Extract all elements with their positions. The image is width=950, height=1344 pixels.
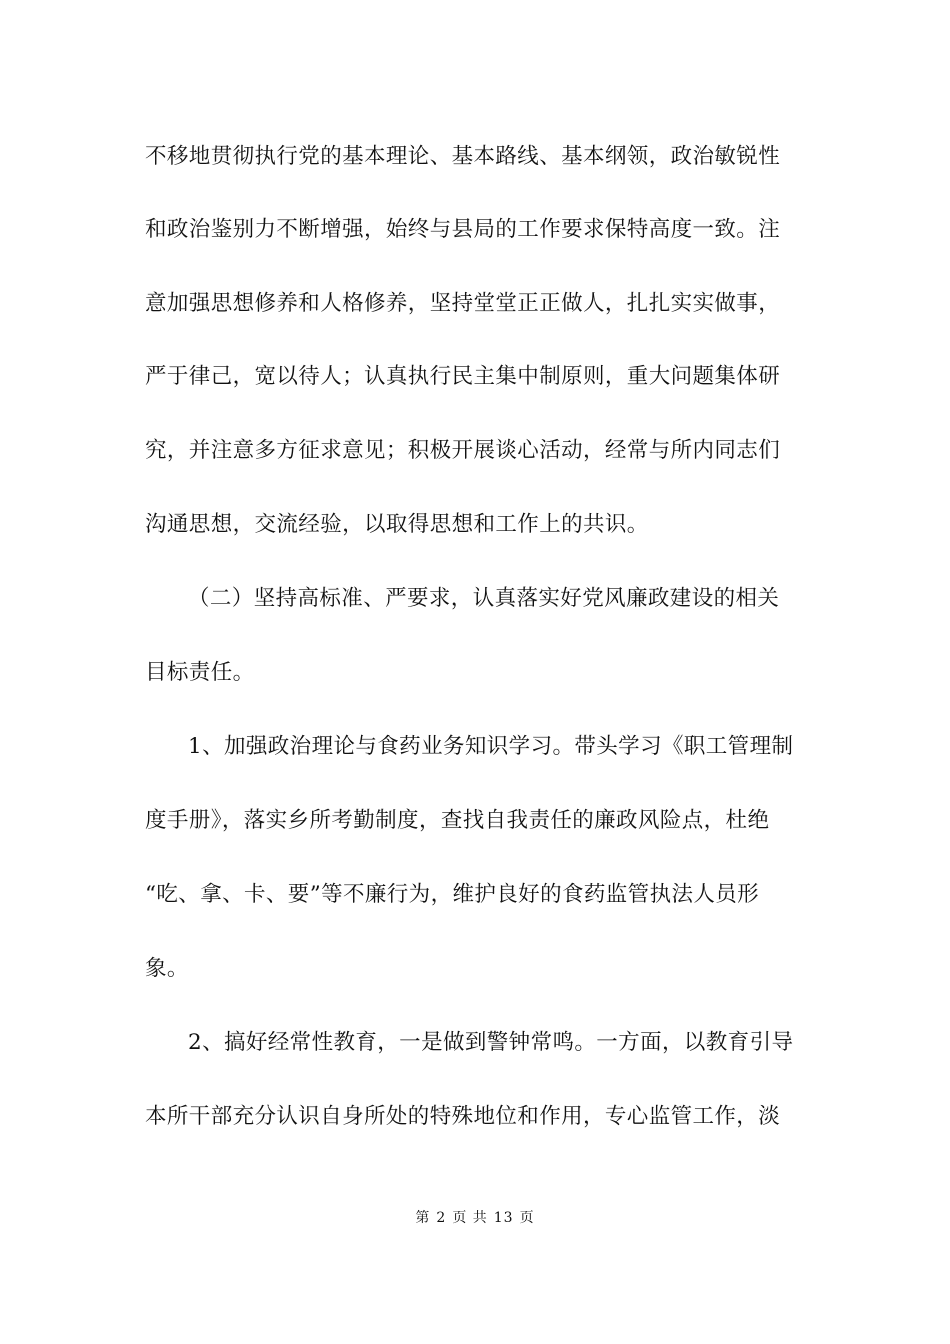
body-line: 沟通思想，交流经验，以取得思想和工作上的共识。: [145, 512, 649, 537]
body-line: 2、搞好经常性教育，一是做到警钟常鸣。一方面，以教育引导: [188, 1030, 794, 1055]
body-line: 意加强思想修养和人格修养，坚持堂堂正正做人，扎扎实实做事，: [145, 291, 781, 316]
body-line: 究，并注意多方征求意见；积极开展谈心活动，经常与所内同志们: [145, 438, 781, 463]
body-line: “吃、拿、卡、要”等不廉行为，维护良好的食药监管执法人员形: [145, 882, 760, 907]
body-line: 本所干部充分认识自身所处的特殊地位和作用，专心监管工作，淡: [145, 1104, 781, 1129]
body-line: 度手册》，落实乡所考勤制度，查找自我责任的廉政风险点，杜绝: [145, 808, 770, 833]
page-number-footer: [0, 1208, 950, 1228]
body-line: 象。: [145, 956, 189, 981]
section-heading-line: （二）坚持高标准、严要求，认真落实好党风廉政建设的相关: [188, 586, 780, 611]
footer-suffix: 页: [519, 1210, 535, 1226]
body-line: 严于律己，宽以待人；认真执行民主集中制原则，重大问题集体研: [145, 364, 781, 389]
body-line: 和政治鉴别力不断增强，始终与县局的工作要求保特高度一致。注: [145, 217, 781, 242]
total-page-number: 13: [493, 1210, 514, 1226]
body-line: 1、加强政治理论与食药业务知识学习。带头学习《职工管理制: [188, 734, 794, 759]
body-line: 不移地贯彻执行党的基本理论、基本路线、基本纲领，政治敏锐性: [145, 144, 781, 169]
footer-prefix: 第: [415, 1210, 431, 1226]
section-heading-line: 目标责任。: [145, 660, 255, 685]
footer-middle: 页 共: [452, 1210, 488, 1226]
current-page-number: 2: [436, 1210, 447, 1226]
